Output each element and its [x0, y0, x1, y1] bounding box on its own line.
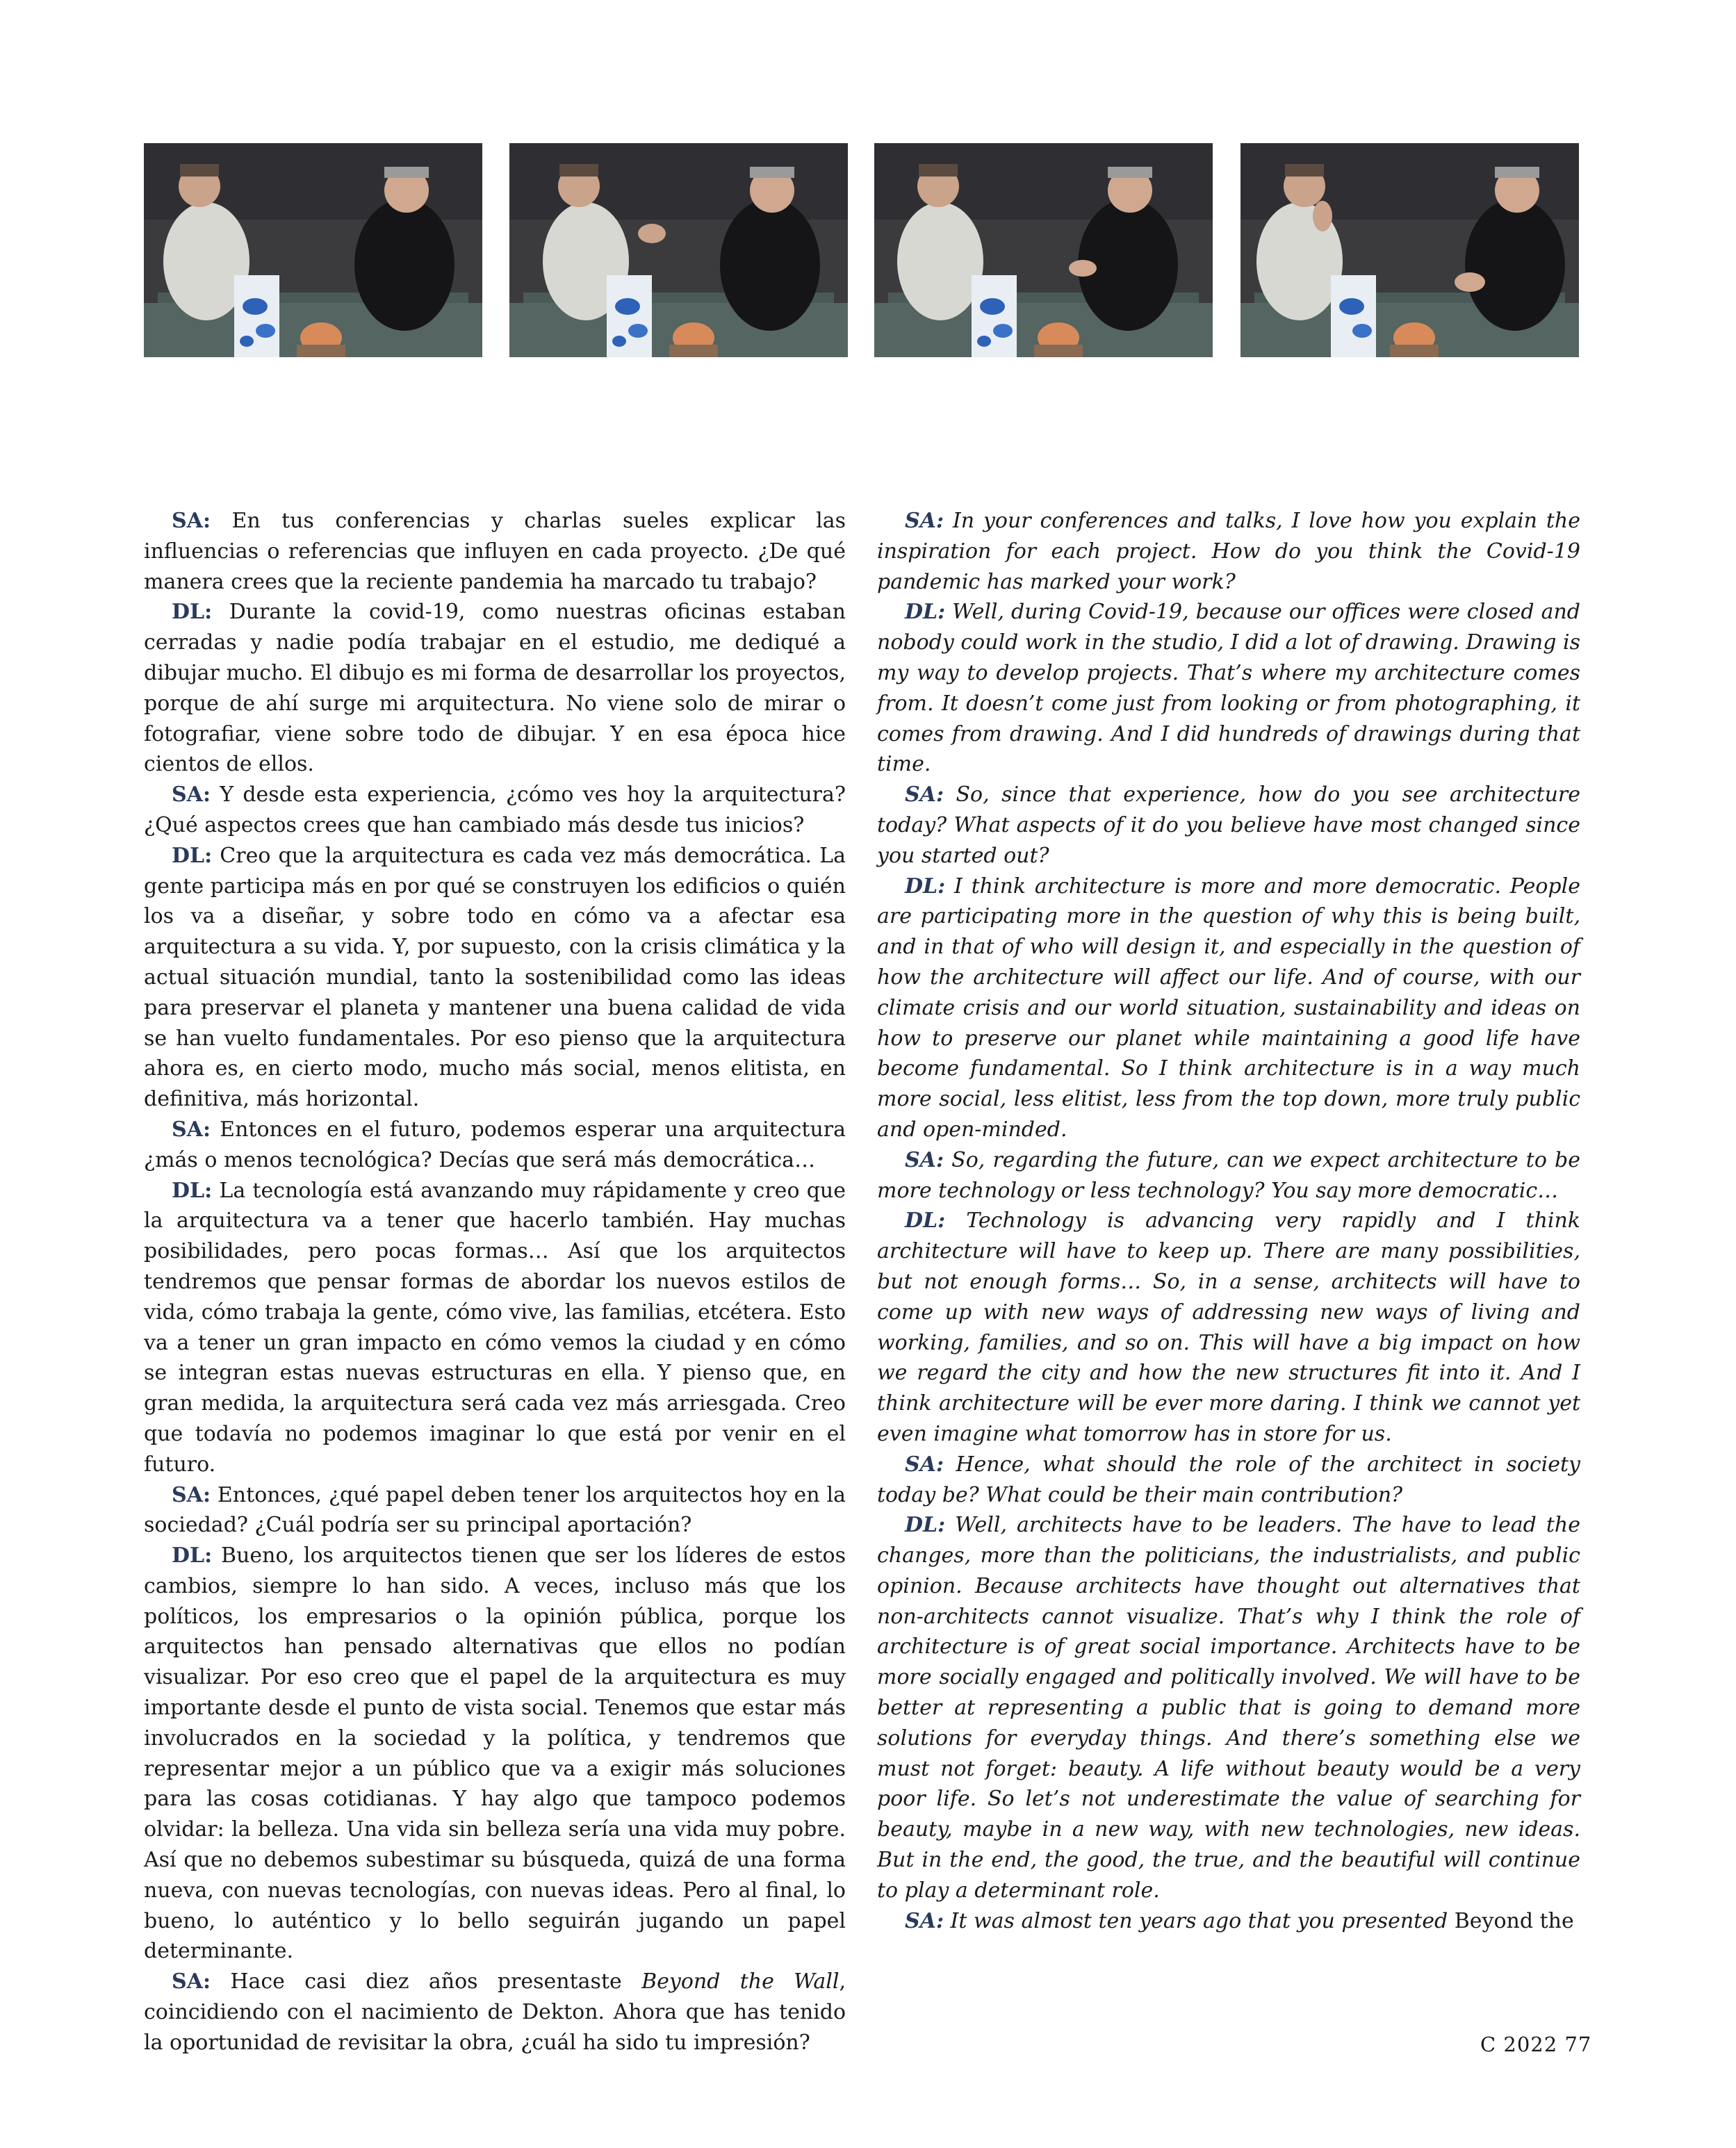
paragraph: SA: So, regarding the future, can we expect architecture to be more technology or less technology? You say more democratic…	[877, 1147, 1580, 1203]
speaker-label: SA:	[905, 782, 944, 807]
work-title: Beyond the	[1454, 1908, 1574, 1933]
work-title: Beyond the Wall	[641, 1969, 840, 1994]
speaker-label: SA:	[172, 1969, 211, 1994]
paragraph: DL: Well, during Covid-19, because our offices were closed and nobody could work in the studio, I did a lot of drawing. Drawing is my way to develop projects. That’s where my architecture comes from. It doesn’t come just from looking or from photographing, it comes from drawing. And I did hundreds of drawings during that time.	[877, 600, 1580, 777]
paragraph: DL: Creo que la arquitectura es cada vez más democrática. La gente participa más en por qué se construyen los edificios o quién los va a diseñar, y sobre todo en cómo va a afectar esa arquitectura a su vida. Y, por supuesto, con la crisis climática y la actual situación mundial, tanto la sostenibilidad como las ideas para preservar el planeta y mantener una buena calidad de vida se han vuelto fundamentales. Por eso pienso que la arquitectura ahora es, en cierto modo, mucho más social, menos elitista, en definitiva, más horizontal.	[144, 843, 846, 1112]
paragraph: DL: La tecnología está avanzando muy rápidamente y creo que la arquitectura va a tener que hacerlo también. Hay muchas posibilidades, pero pocas formas… Así que los arquitectos tendremos que pensar formas de abordar los nuevos estilos de vida, cómo trabaja la gente, cómo vive, las familias, etcétera. Esto va a tener un gran impacto en cómo vemos la ciudad y en cómo se integran estas nuevas estructuras en ella. Y pienso que, en gran medida, la arquitectura será cada vez más arriesgada. Creo que todavía no podemos imaginar lo que está por venir en el futuro.	[144, 1178, 846, 1477]
speaker-label: DL:	[172, 843, 213, 868]
paragraph: SA: En tus conferencias y charlas sueles explicar las influencias o referencias que influyen en cada proyecto. ¿De qué manera crees que la reciente pandemia ha marcado tu trabajo?	[144, 509, 846, 594]
speaker-label: DL:	[905, 1208, 946, 1233]
speaker-label: SA:	[172, 1117, 211, 1142]
page-folio	[1480, 2033, 1591, 2056]
speaker-label: SA:	[172, 509, 211, 533]
paragraph: DL: Well, architects have to be leaders. The have to lead the changes, more than the politicians, the industrialists, and public opinion. Because architects have thought out alternatives that non-architects cannot visualize. That’s why I think the role of architecture is of great social importance. Architects have to be more socially engaged and politically involved. We will have to be better at representing a public that is going to demand more solutions for everyday things. And there’s something else we must not forget: beauty. A life without beauty would be a very poor life. So let’s not underestimate the value of searching for beauty, maybe in a new way, with new technologies, new ideas. But in the end, the good, the true, and the beautiful will continue to play a determinant role.	[877, 1513, 1580, 1903]
paragraph: SA: Hence, what should the role of the architect in society today be? What could be their main contribution?	[877, 1452, 1580, 1507]
speaker-label: DL:	[172, 600, 213, 625]
spanish-column	[144, 506, 846, 2058]
video-still-1	[144, 143, 482, 357]
paragraph: DL: Durante la covid-19, como nuestras oficinas estaban cerradas y nadie podía trabajar en el estudio, me dediqué a dibujar mucho. El dibujo es mi forma de desarrollar los proyectos, porque de ahí surge mi arquitectura. No viene solo de mirar o fotografiar, viene sobre todo de dibujar. Y en esa época hice cientos de ellos.	[144, 600, 846, 777]
video-still-3	[874, 143, 1213, 357]
speaker-label: DL:	[905, 1513, 946, 1538]
paragraph: SA: So, since that experience, how do you see architecture today? What aspects of it do you believe have most changed since you started out?	[877, 782, 1580, 868]
video-still-4	[1240, 143, 1579, 357]
english-column	[877, 506, 1580, 1936]
speaker-label: SA:	[905, 1147, 944, 1172]
speaker-label: SA:	[172, 782, 211, 807]
speaker-label: DL:	[905, 600, 946, 625]
paragraph: DL: Technology is advancing very rapidly and I think architecture will have to keep up. There are many possibilities, but not enough forms… So, in a sense, architects will have to come up with new ways of addressing new ways of living and working, families, and so on. This will have a big impact on how we regard the city and how the new structures fit into it. And I think architecture will be ever more daring. I think we cannot yet even imagine what tomorrow has in store for us.	[877, 1208, 1580, 1446]
speaker-label: DL:	[172, 1543, 213, 1568]
paragraph: DL: I think architecture is more and more democratic. People are participating more in the question of why this is being built, and in that of who will design it, and especially in the question of how the architecture will affect our life. And of course, with our climate crisis and our world situation, sustainability and ideas on how to preserve our planet while maintaining a good life have become fundamental. So I think architecture is in a way much more social, less elitist, less from the top down, more truly public and open-minded.	[877, 874, 1580, 1142]
paragraph: SA: Entonces en el futuro, podemos esperar una arquitectura ¿más o menos tecnológica? Decías que será más democrática…	[144, 1117, 846, 1172]
page-number: 77	[1564, 2033, 1592, 2056]
paragraph: SA: It was almost ten years ago that you presented Beyond the	[905, 1908, 1574, 1933]
speaker-label: DL:	[172, 1178, 213, 1203]
paragraph: SA: Y desde esta experiencia, ¿cómo ves hoy la arquitectura? ¿Qué aspectos crees que han cambiado más desde tus inicios?	[144, 782, 846, 837]
speaker-label: SA:	[172, 1482, 211, 1507]
issue-label: C 2022	[1480, 2033, 1558, 2056]
speaker-label: SA:	[905, 1452, 944, 1477]
video-still-2	[509, 143, 848, 357]
paragraph: SA: Hace casi diez años presentaste Beyond the Wall, coincidiendo con el nacimiento de Dekton. Ahora que has tenido la oportunidad de revisitar la obra, ¿cuál ha sido tu impresión?	[144, 1969, 846, 2055]
speaker-label: SA:	[905, 509, 944, 533]
speaker-label: DL:	[905, 874, 946, 899]
paragraph: SA: In your conferences and talks, I love how you explain the inspiration for each project. How do you think the Covid-19 pandemic has marked your work?	[877, 509, 1580, 594]
speaker-label: SA:	[905, 1908, 944, 1933]
paragraph: DL: Bueno, los arquitectos tienen que ser los líderes de estos cambios, siempre lo han sido. A veces, incluso más que los políticos, los empresarios o la opinión pública, porque los arquitectos han pensado alternativas que ellos no podían visualizar. Por eso creo que el papel de la arquitectura es muy importante desde el punto de vista social. Tenemos que estar más involucrados en la sociedad y la política, y tendremos que representar mejor a un público que va a exigir más soluciones para las cosas cotidianas. Y hay algo que tampoco podemos olvidar: la belleza. Una vida sin belleza sería una vida muy pobre. Así que no debemos subestimar su búsqueda, quizá de una forma nueva, con nuevas tecnologías, con nuevas ideas. Pero al final, lo bueno, lo auténtico y lo bello seguirán jugando un papel determinante.	[144, 1543, 846, 1964]
paragraph: SA: Entonces, ¿qué papel deben tener los arquitectos hoy en la sociedad? ¿Cuál podría ser su principal aportación?	[144, 1482, 846, 1538]
